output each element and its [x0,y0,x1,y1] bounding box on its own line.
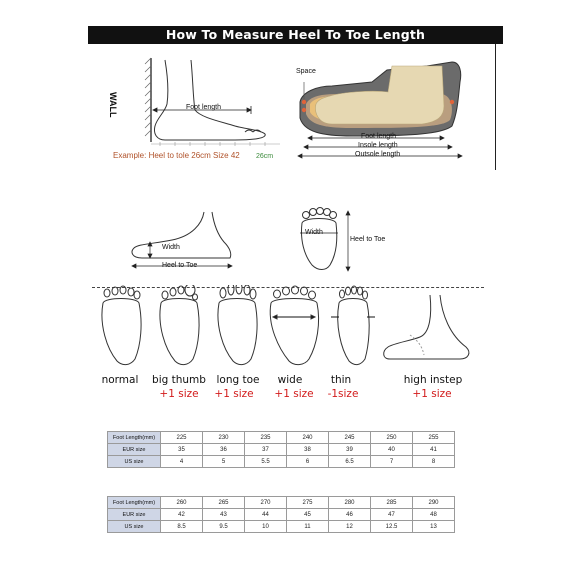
table-cell: 7 [371,456,413,468]
row-header: EUR size [108,509,161,521]
foot-type-thin-name: thin [330,374,352,386]
table-cell: 8 [413,456,455,468]
foot-type-wide-adjust: +1 size [274,388,314,400]
side-foot-icon [154,60,265,140]
table-row [108,521,455,533]
table-cell: 5.5 [245,456,287,468]
heel-to-toe-top-label: Heel to Toe [350,236,386,243]
table-cell: 43 [203,509,245,521]
foot-type-big-thumb-adjust: +1 size [159,388,199,400]
table-cell: 250 [371,432,413,444]
row-header: US size [108,521,161,533]
table-cell: 13 [413,521,455,533]
row-header: Foot Length(mm) [108,497,161,509]
table-cell: 4 [161,456,203,468]
high-instep-foot-icon [384,295,469,359]
table-cell: 9.5 [203,521,245,533]
foot-type-long-toe-name: long toe [216,374,260,386]
table-cell: 48 [413,509,455,521]
foot-type-wide-name: wide [277,374,303,386]
foot-type-thin-adjust: -1size [327,388,359,400]
row-header: US size [108,456,161,468]
table-row [108,509,455,521]
normal-foot-icon [102,286,141,365]
foot-types-illustrations [95,285,495,370]
table-cell: 46 [329,509,371,521]
table-cell: 11 [287,521,329,533]
size-table-1 [107,431,455,468]
long-toe-foot-icon [218,285,257,365]
table-cell: 280 [329,497,371,509]
table-cell: 285 [371,497,413,509]
foot-type-normal-name: normal [101,374,139,386]
table-cell: 240 [287,432,329,444]
foot-icon [316,66,444,124]
outsole-length-label: Outsole length [355,151,401,158]
table-row [108,497,455,509]
heel-to-toe-side-label: Heel to Toe [162,262,198,269]
insole-foot-length-label: Foot length [361,133,397,140]
wall-label: WALL [108,92,118,118]
table-cell: 42 [161,509,203,521]
table-cell: 36 [203,444,245,456]
table-cell: 235 [245,432,287,444]
side-foot-icon [132,212,231,258]
table-cell: 6 [287,456,329,468]
top-view-dimension-illustration [290,205,355,280]
width-side-label: Width [162,244,180,251]
foot-type-high-instep-name: high instep [403,374,463,386]
table-cell: 12.5 [371,521,413,533]
table-row [108,456,455,468]
table-cell: 38 [287,444,329,456]
row-header: EUR size [108,444,161,456]
table-cell: 265 [203,497,245,509]
table-cell: 44 [245,509,287,521]
foot-type-high-instep-adjust: +1 size [412,388,452,400]
table-cell: 260 [161,497,203,509]
foot-type-big-thumb-name: big thumb [152,374,206,386]
top-foot-icon [301,208,336,270]
table-cell: 47 [371,509,413,521]
table-cell: 8.5 [161,521,203,533]
thin-foot-icon [331,286,375,365]
right-divider [495,44,496,170]
table-cell: 41 [413,444,455,456]
table-cell: 6.5 [329,456,371,468]
size-table-2 [107,496,455,533]
width-top-label: Width [305,229,323,236]
table-cell: 230 [203,432,245,444]
example-text: Example: Heel to tole 26cm Size 42 [113,151,240,160]
table-cell: 12 [329,521,371,533]
foot-type-long-toe-adjust: +1 size [214,388,254,400]
table-cell: 40 [371,444,413,456]
page-title: How To Measure Heel To Toe Length [88,26,503,44]
table-row [108,444,455,456]
table-cell: 5 [203,456,245,468]
space-label: Space [296,68,316,75]
table-cell: 35 [161,444,203,456]
table-cell: 45 [287,509,329,521]
row-header: Foot Length(mm) [108,432,161,444]
wall-icon [145,58,151,142]
table-cell: 245 [329,432,371,444]
table-cell: 10 [245,521,287,533]
table-cell: 37 [245,444,287,456]
cm-label: 26cm [256,153,274,160]
table-cell: 275 [287,497,329,509]
table-cell: 39 [329,444,371,456]
wide-foot-icon [270,286,318,365]
ruler-icon [151,142,280,146]
insole-illustration [292,52,467,167]
table-row [108,432,455,444]
table-cell: 255 [413,432,455,444]
table-cell: 270 [245,497,287,509]
foot-length-label: Foot length [186,104,222,111]
table-cell: 290 [413,497,455,509]
insole-length-label: Insole length [358,142,398,149]
table-cell: 225 [161,432,203,444]
big-thumb-foot-icon [160,285,199,365]
